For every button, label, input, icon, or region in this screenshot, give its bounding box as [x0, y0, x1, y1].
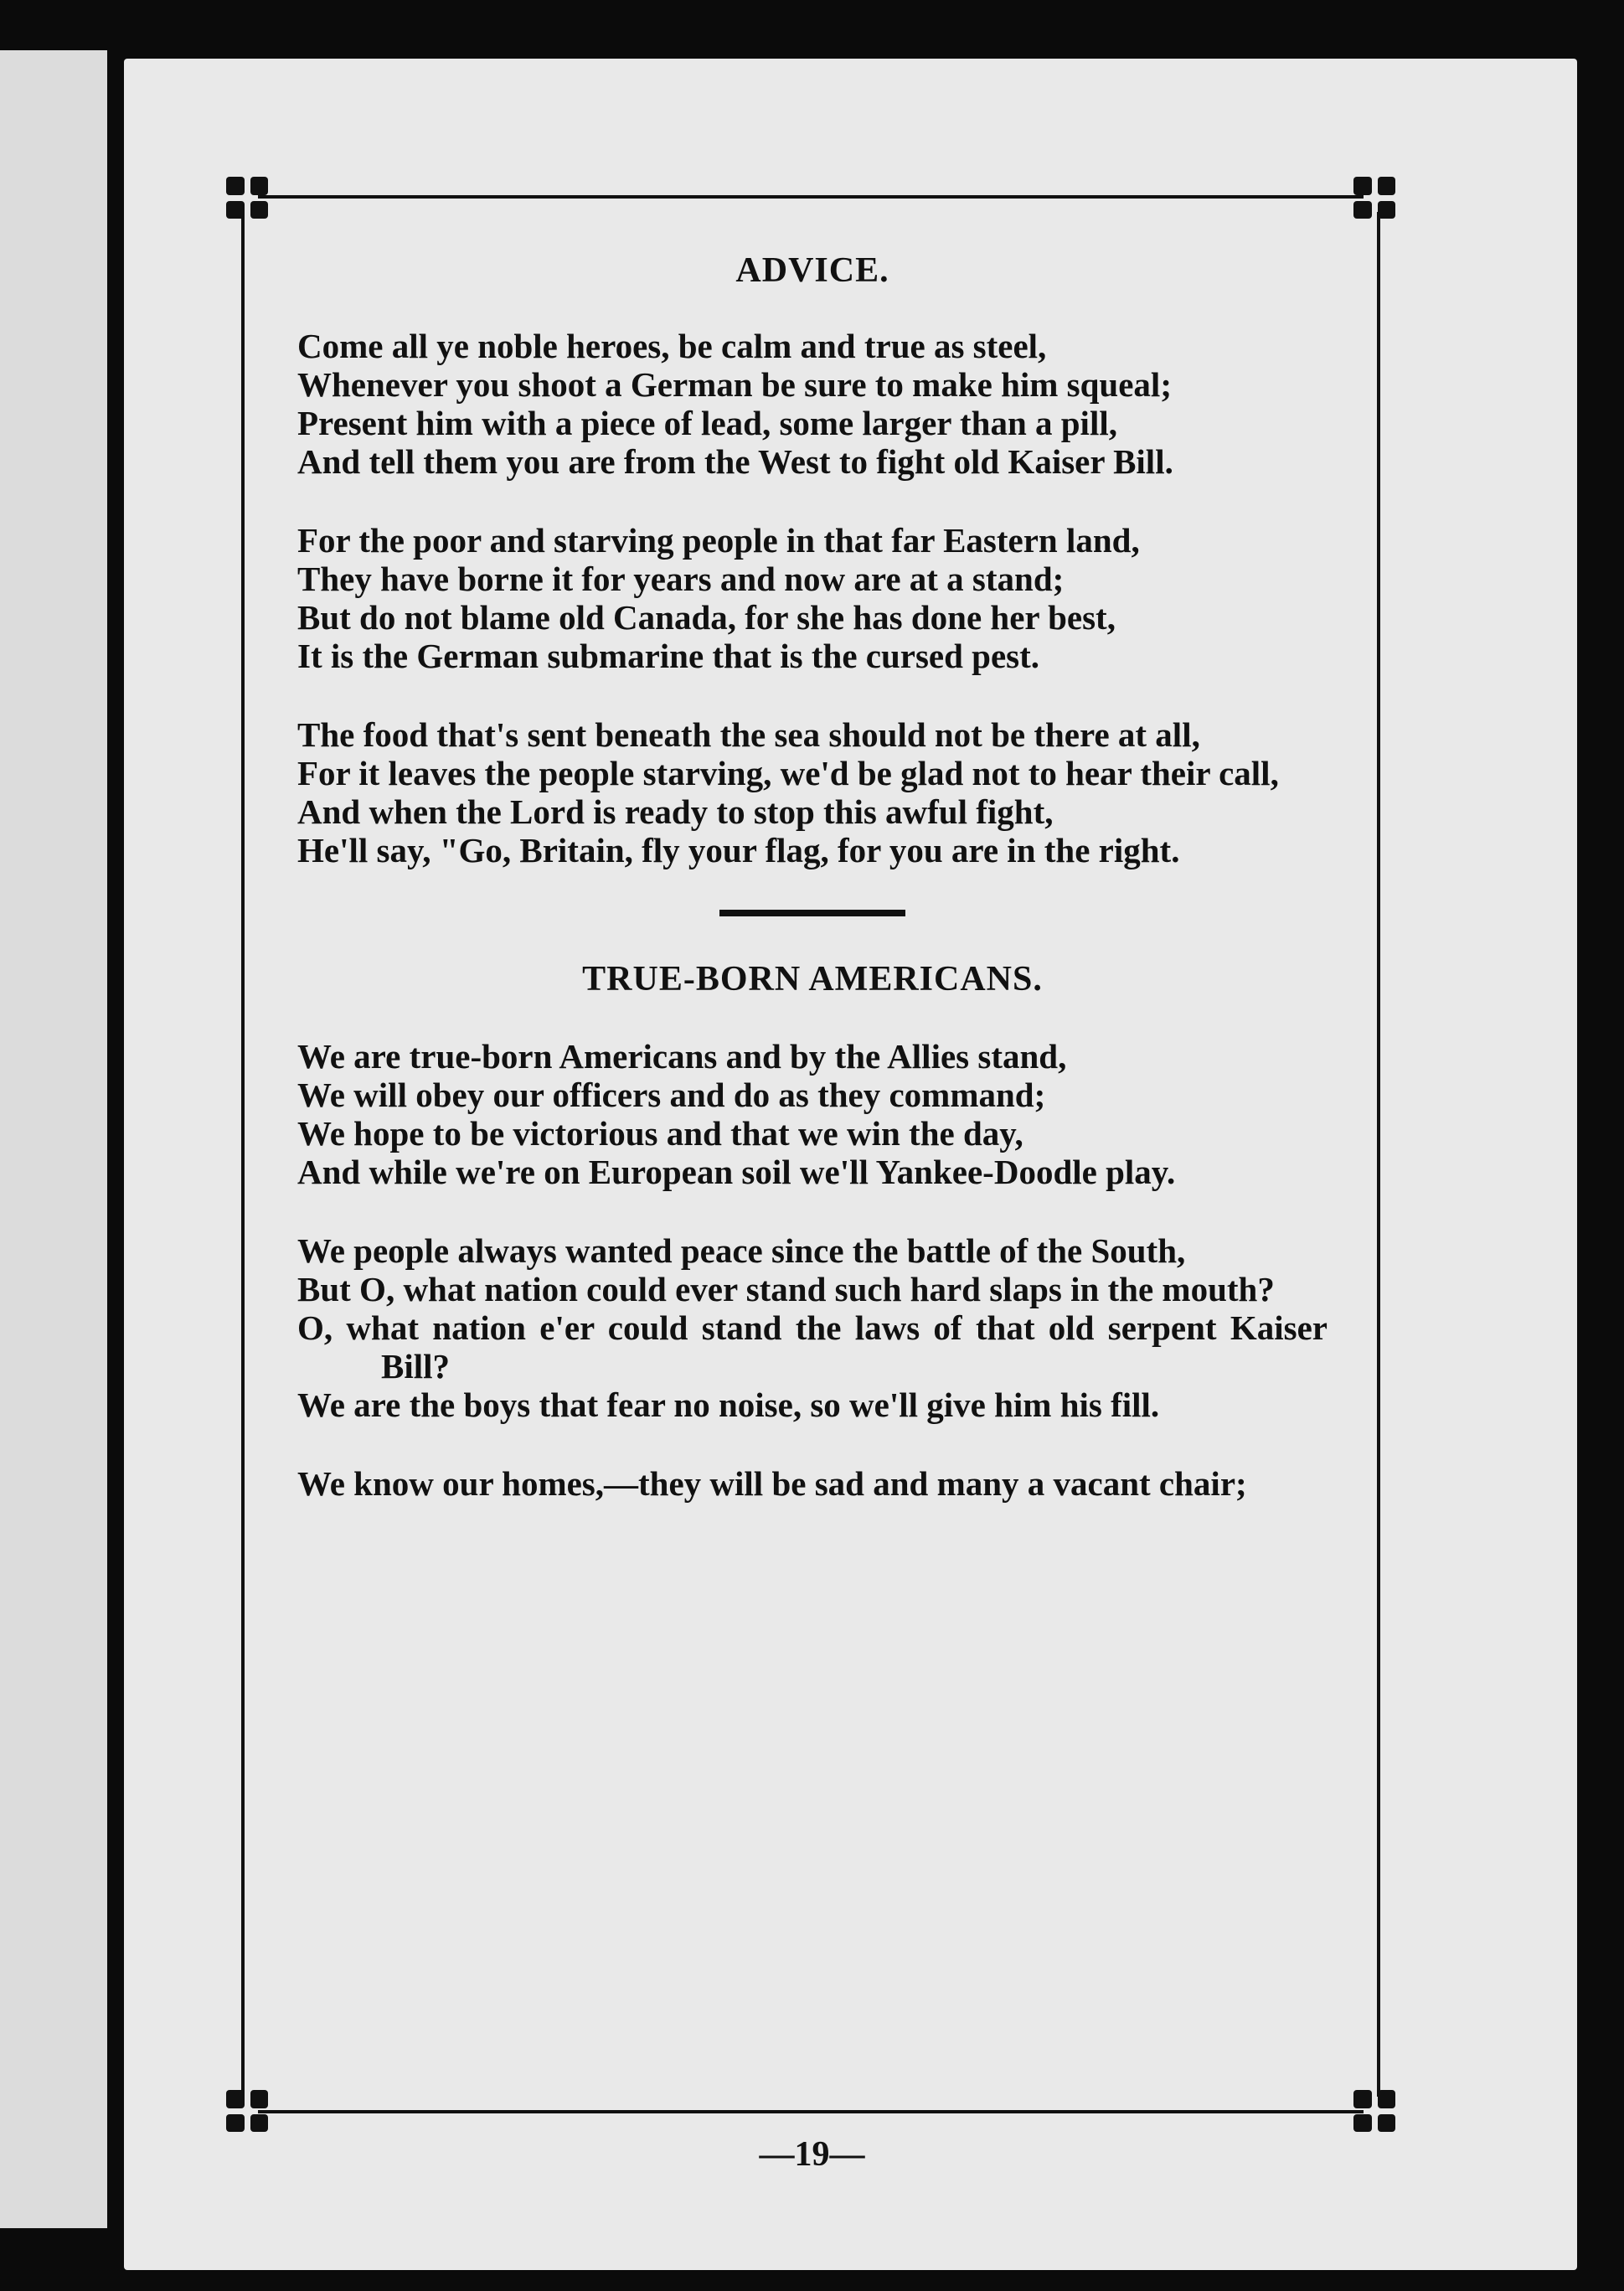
corner-ornament-icon	[226, 177, 268, 219]
border-top-rule	[258, 195, 1364, 199]
page-content	[297, 251, 1328, 1543]
verse-line: O, what nation e'er could stand the laws of that old serpent Kaiser Bill?	[297, 1308, 1328, 1385]
border-left-rule	[241, 212, 245, 2097]
page-number: —19—	[759, 2135, 865, 2174]
verse-line: Whenever you shoot a German be sure to make him squeal;	[297, 365, 1172, 404]
verse-line: But O, what nation could ever stand such hard slaps in the mouth?	[297, 1270, 1275, 1308]
verse-line: Present him with a piece of lead, some larger than a pill,	[297, 404, 1117, 442]
verse-line: And when the Lord is ready to stop this awful fight,	[297, 792, 1054, 831]
border-right-rule	[1377, 212, 1380, 2097]
poem-title-true-born-americans: TRUE-BORN AMERICANS.	[582, 960, 1043, 998]
stanza	[297, 1037, 1328, 1191]
verse-line: Come all ye noble heroes, be calm and true as steel,	[297, 327, 1047, 365]
corner-ornament-icon	[1353, 2090, 1395, 2132]
verse-line: We know our homes,—they will be sad and many a vacant chair;	[297, 1464, 1247, 1503]
corner-ornament-icon	[226, 2090, 268, 2132]
verse-line: We are the boys that fear no noise, so we'll give him his fill.	[297, 1385, 1160, 1424]
verse-line: It is the German submarine that is the cursed pest.	[297, 637, 1040, 675]
verse-line: But do not blame old Canada, for she has done her best,	[297, 598, 1116, 637]
verse-line: We people always wanted peace since the battle of the South,	[297, 1231, 1186, 1270]
verse-line: He'll say, "Go, Britain, fly your flag, for you are in the right.	[297, 831, 1180, 869]
verse-line: And tell them you are from the West to fight old Kaiser Bill.	[297, 442, 1173, 481]
verse-line: For it leaves the people starving, we'd be glad not to hear their call,	[297, 754, 1279, 792]
facing-page-edge	[0, 50, 107, 2228]
verse-line: The food that's sent beneath the sea should not be there at all,	[297, 715, 1200, 754]
stanza	[297, 1231, 1328, 1424]
stanza	[297, 715, 1328, 869]
stanza	[297, 327, 1328, 481]
verse-line: They have borne it for years and now are at a stand;	[297, 560, 1065, 598]
verse-line: We hope to be victorious and that we win the day,	[297, 1114, 1023, 1153]
verse-line: We are true-born Americans and by the Allies stand,	[297, 1037, 1067, 1076]
stanza	[297, 521, 1328, 675]
poem-title-advice: ADVICE.	[735, 251, 889, 290]
border-bottom-rule	[258, 2110, 1364, 2113]
corner-ornament-icon	[1353, 177, 1395, 219]
verse-line: We will obey our officers and do as they command;	[297, 1076, 1046, 1114]
verse-line: And while we're on European soil we'll Yankee-Doodle play.	[297, 1153, 1176, 1191]
verse-line: For the poor and starving people in that far Eastern land,	[297, 521, 1140, 560]
stanza	[297, 1464, 1328, 1503]
section-divider	[719, 910, 905, 916]
